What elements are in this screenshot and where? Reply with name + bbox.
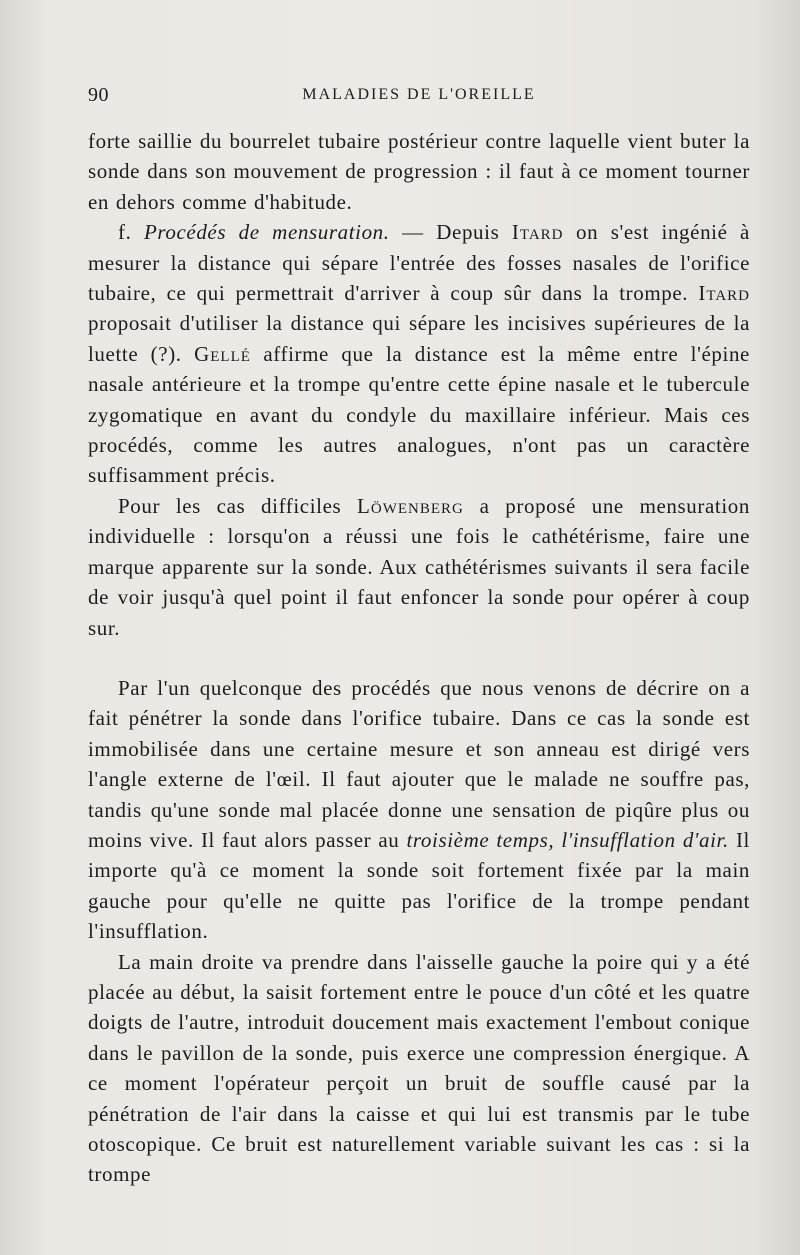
paragraph-insufflation [88,673,750,947]
page-header [88,84,750,114]
paragraph-text: proposait d'utiliser la distance qui sépare les incisives supérieures de la luette (?). [88,311,750,366]
paragraph-main-droite [88,947,750,1190]
paragraph-text: Par l'un quelconque des procédés que nous venons de décrire on a fait pénétrer la sonde dans l'orifice tubaire. Dans ce cas la sonde est immobilisée dans une certaine mesure et son anneau est dirigé vers l'angle externe de l'œil. Il faut ajouter que le malade ne souffre pas, tandis qu'une sonde mal placée donne une sensation de piqûre plus ou moins vive. Il faut alors passer au [88,675,750,852]
paragraph-text: on s'est ingénié à mesurer la distance qui sépare l'entrée des fosses nasales de l'orifice tubaire, ce qui permettrait d'arriver à coup sûr dans la trompe. [88,220,750,306]
paragraph-text: forte saillie du bourrelet tubaire postérieur contre laquelle vient buter la sonde dans son mouvement de progression : il faut à ce moment tourner en dehors comme d'habitude. [88,129,750,214]
section-marker: f. [118,220,132,245]
emphasis-text: l'insufflation d'air. [561,827,729,852]
author-name: Itard [511,220,564,245]
section-heading: Procédés de mensuration. [143,220,390,245]
paragraph-text: affirme que la distance est la même entre l'épine nasale antérieure et la trompe qu'entre cette épine nasale et le tubercule zygomatique en avant du condyle du maxillaire inférieur. Mais ces procédés, comme les autres analogues, n'ont pas un caractère suffisamment précis. [88,341,750,488]
emphasis-text: troisième temps, [406,827,555,852]
author-name: Löwenberg [357,493,464,518]
paragraph-text: Il importe qu'à ce moment la sonde soit fortement fixée par la main gauche pour qu'elle ne quitte pas l'orifice de la trompe pendant l'insufflation. [88,827,750,944]
paragraph-mensuration [88,217,750,491]
paragraph-text: Pour les cas difficiles [118,493,342,518]
paragraph-continuation [88,126,750,217]
paragraph-text: — Depuis [402,220,500,245]
paragraph-text: a proposé une mensuration individuelle : lorsqu'on a réussi une fois le cathétérisme, faire une marque apparente sur la sonde. Aux cathétérismes suivants il sera facile de voir jusqu'à quel point il faut enfoncer la sonde pour opérer à coup sur. [88,493,750,640]
paragraph-lowenberg [88,491,750,643]
author-name: Itard [698,281,750,306]
body-text [88,126,750,1190]
running-title: MALADIES DE L'OREILLE [302,86,536,103]
author-name: Gellé [194,341,251,366]
paragraph-text: La main droite va prendre dans l'aisselle gauche la poire qui y a été placée au début, la saisit fortement entre le pouce d'un côté et les quatre doigts de l'autre, introduit doucement mais exactement l'embout conique dans le pavillon de la sonde, puis exerce une compression énergique. A ce moment l'opérateur perçoit un bruit de souffle causé par la pénétration de l'air dans la caisse et qui lui est transmis par le tube otoscopique. Ce bruit est naturellement variable suivant les cas : si la trompe [88,949,750,1187]
section-break [88,643,750,673]
page-number: 90 [88,84,109,106]
